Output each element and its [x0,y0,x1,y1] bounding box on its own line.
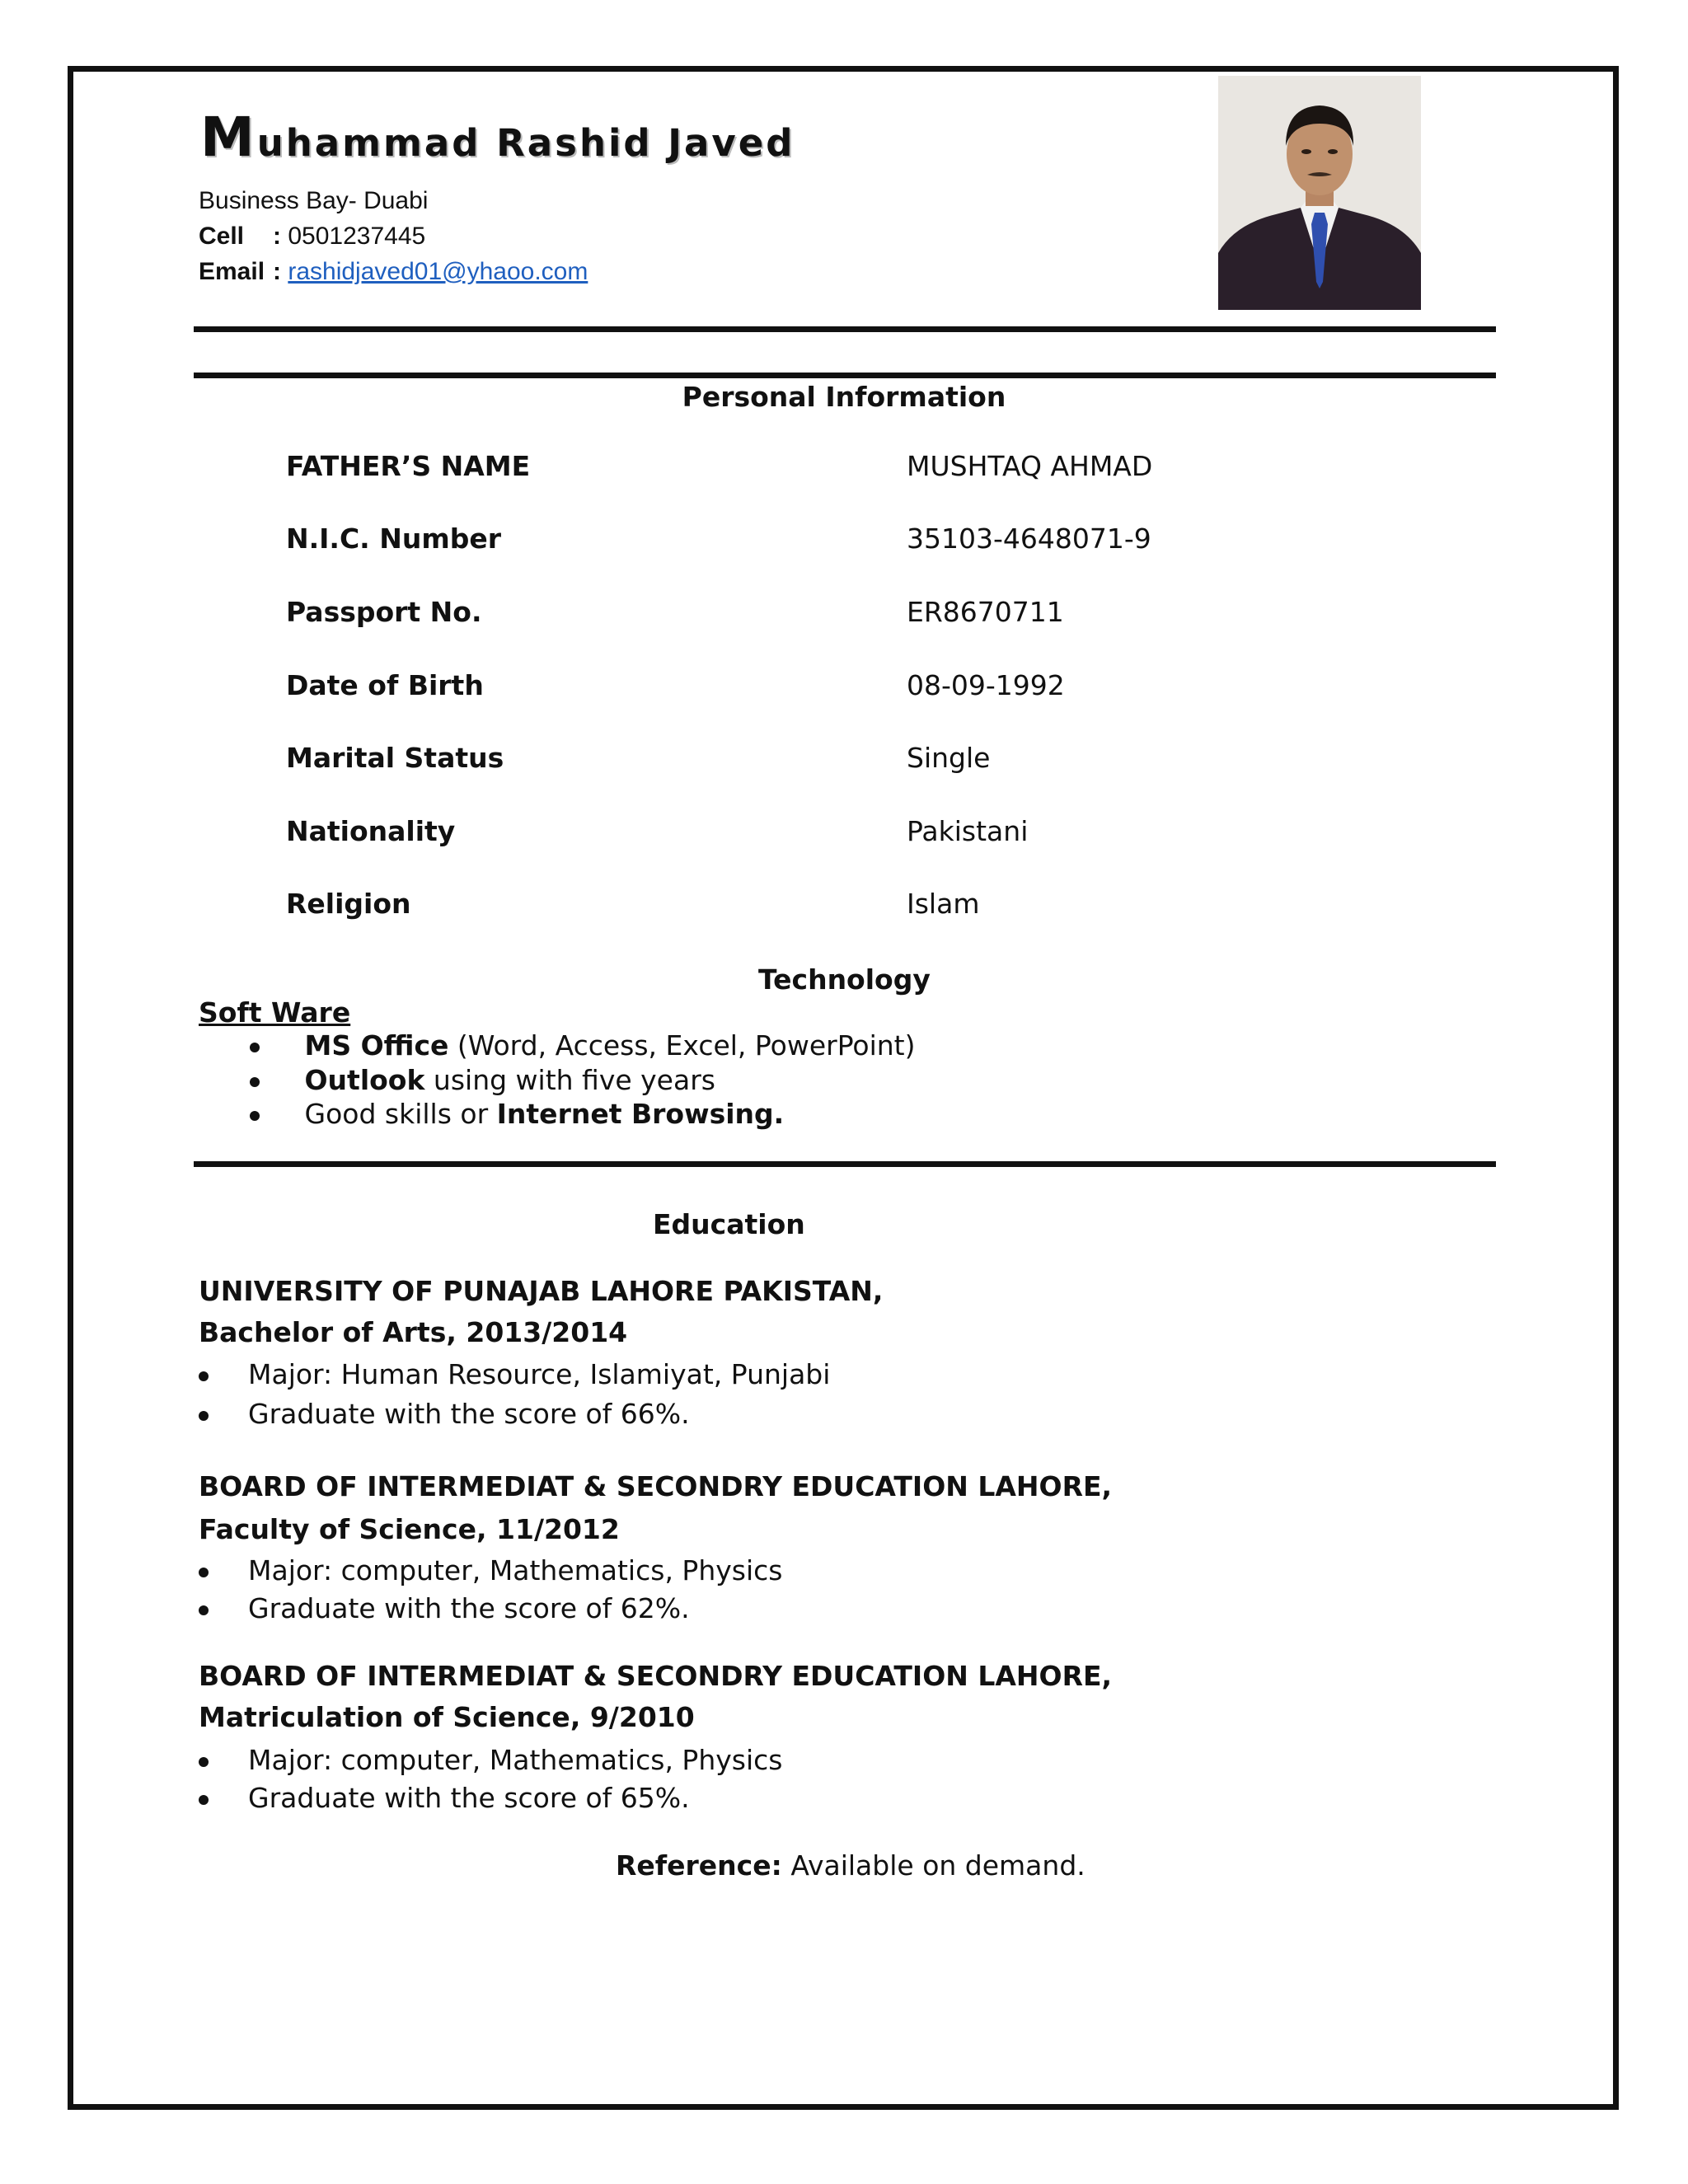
institution: BOARD OF INTERMEDIAT & SECONDRY EDUCATION LAHORE, [199,1470,1113,1502]
cell-line [199,223,425,251]
degree: Faculty of Science, 11/2012 [199,1513,620,1545]
candidate-name [200,105,795,169]
software-item [250,1064,715,1096]
education-bullet [199,1592,690,1624]
cell-value: 0501237445 [288,223,426,250]
email-link[interactable]: rashidjaved01@yhaoo.com [288,258,588,285]
bullet-icon [199,1757,209,1767]
education-bullet [199,1398,690,1430]
field-label: Marital Status [286,742,504,774]
email-line [199,258,588,286]
email-sep: : [273,258,281,285]
degree: Matriculation of Science, 9/2010 [199,1701,695,1733]
software-item-bold: Outlook [304,1064,425,1096]
name-initial: M [200,105,257,169]
field-label: Passport No. [286,596,482,628]
education-bullet-text: Major: computer, Mathematics, Physics [248,1744,783,1776]
bullet-icon [250,1043,260,1052]
person-photo-icon [1218,76,1421,310]
education-bullet-text: Major: computer, Mathematics, Physics [248,1554,783,1586]
software-item [250,1098,784,1130]
bullet-icon [199,1568,209,1577]
software-item-bold: Internet Browsing. [496,1098,785,1130]
education-bullet-text: Major: Human Resource, Islamiyat, Punjabi [248,1358,831,1390]
technology-divider [194,1161,1496,1167]
bullet-icon [250,1111,260,1121]
education-title: Education [653,1208,805,1240]
address: Business Bay- Duabi [199,187,429,214]
header-divider [194,326,1496,332]
reference-text: Available on demand. [790,1849,1085,1882]
education-bullet-text: Graduate with the score of 62%. [248,1592,690,1624]
software-item-text: using with five years [424,1064,715,1096]
field-value: Pakistani [907,815,1029,847]
education-bullet-text: Graduate with the score of 66%. [248,1398,690,1430]
bullet-icon [199,1411,209,1421]
name-rest: uhammad Rashid Javed [256,121,795,165]
field-value: MUSHTAQ AHMAD [907,450,1153,482]
software-item-text: (Word, Access, Excel, PowerPoint) [448,1029,916,1062]
institution: BOARD OF INTERMEDIAT & SECONDRY EDUCATION LAHORE, [199,1660,1113,1692]
bullet-icon [199,1371,209,1381]
email-label: Email [199,258,265,285]
field-value: Single [907,742,991,774]
education-bullet [199,1744,782,1776]
cell-label: Cell [199,223,245,250]
field-label: Nationality [286,815,456,847]
cell-sep: : [273,223,281,250]
software-item-text: Good skills or [304,1098,497,1130]
bullet-icon [199,1795,209,1805]
education-bullet-text: Graduate with the score of 65%. [248,1782,690,1814]
reference-label: Reference: [616,1849,782,1882]
bullet-icon [250,1077,260,1087]
field-label: Date of Birth [286,669,484,701]
education-bullet [199,1782,690,1814]
reference-line [616,1849,1085,1882]
field-value: ER8670711 [907,596,1064,628]
software-heading: Soft Ware [199,996,351,1029]
bullet-icon [199,1605,209,1615]
field-label: FATHER’S NAME [286,450,531,482]
personal-info-title: Personal Information [682,381,1006,413]
field-label: N.I.C. Number [286,523,501,555]
field-value: 08-09-1992 [907,669,1065,701]
field-label: Religion [286,888,411,920]
field-value: Islam [907,888,980,920]
degree: Bachelor of Arts, 2013/2014 [199,1316,628,1348]
education-bullet [199,1358,830,1390]
profile-photo [1218,76,1421,310]
personal-divider [194,373,1496,378]
education-bullet [199,1554,782,1586]
technology-title: Technology [758,963,931,996]
software-item-bold: MS Office [304,1029,449,1062]
software-item [250,1029,916,1062]
institution: UNIVERSITY OF PUNAJAB LAHORE PAKISTAN, [199,1275,884,1307]
field-value: 35103-4648071-9 [907,523,1151,555]
